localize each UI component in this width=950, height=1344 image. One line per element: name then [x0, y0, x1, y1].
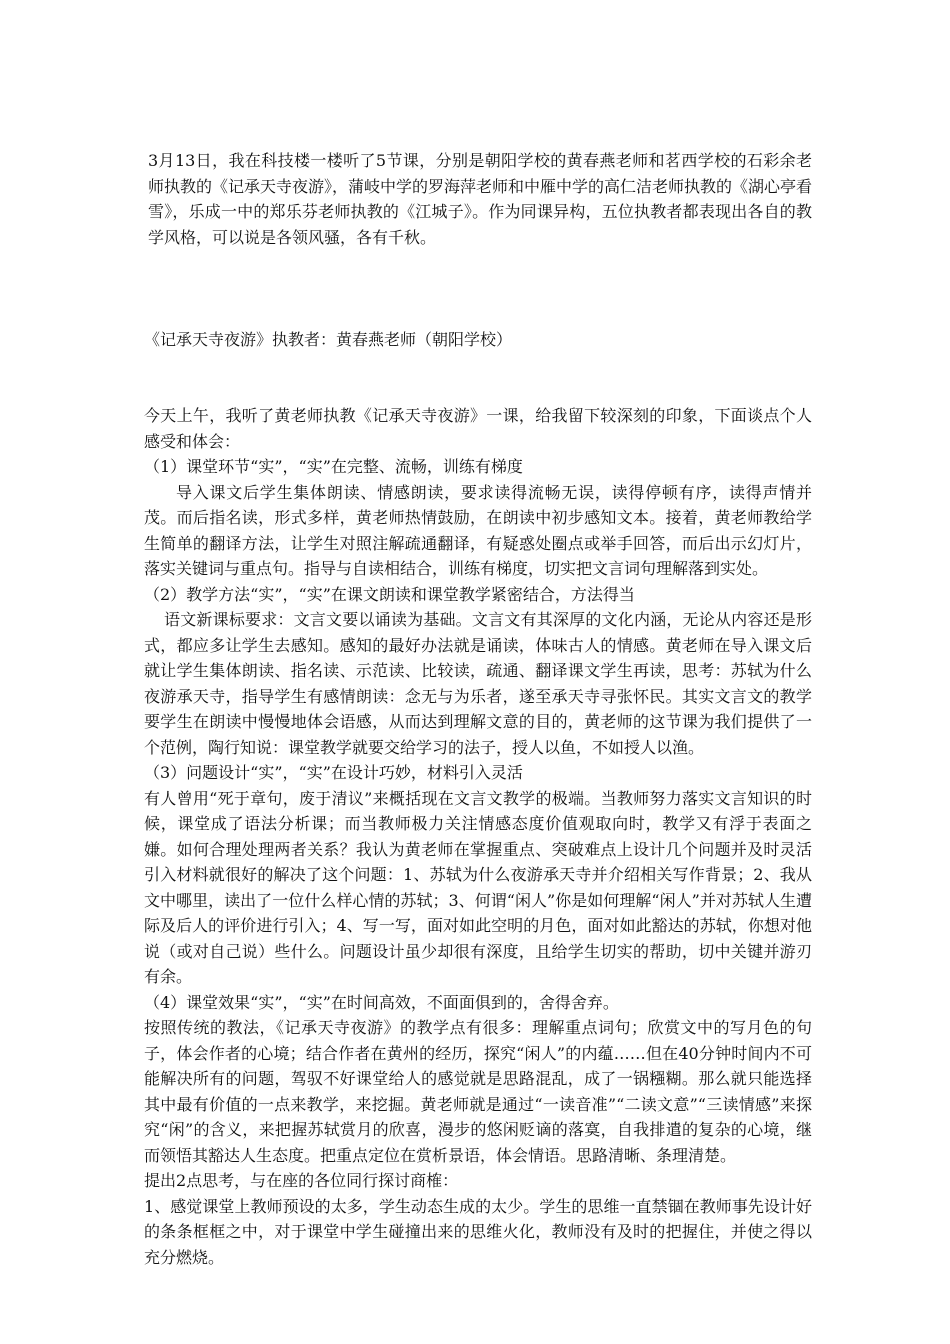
point-2-heading: （2）教学方法“实”，“实”在课文朗读和课堂教学紧密结合，方法得当 [144, 584, 635, 604]
point-2-body: 语文新课标要求：文言文要以诵读为基础。文言文有其深厚的文化内涵，无论从内容还是形式，都应多让学生去感知。感知的最好办法就是诵读，体味古人的情感。黄老师在导入课文后就让学生集体朗读、指名读、示范读、比较读，疏通、翻译课文学生再读，思考：苏轼为什么夜游承天寺，指导学生有感情朗读：念无与为乐者，遂至承天寺寻张怀民。其实文言文的教学要学生在朗读中慢慢地体会语感，从而达到理解文意的目的，黄老师的这节课为我们提供了一个范例，陶行知说：课堂教学就要交给学习的法子，授人以鱼，不如授人以渔。 [144, 610, 812, 757]
opening-paragraph: 今天上午，我听了黄老师执教《记承天寺夜游》一课，给我留下较深刻的印象，下面谈点个人感受和体会： [144, 406, 812, 451]
point-1-heading: （1）课堂环节“实”，“实”在完整、流畅，训练有梯度 [144, 457, 523, 476]
point-3-body: 有人曾用“死于章句，废于清议”来概括现在文言文教学的极端。当教师努力落实文言知识的时候，课堂成了语法分析课；而当教师极力关注情感态度价值观取向时，教学又有浮于表面之嫌。如何合理处理两者关系？我认为黄老师在掌握重点、突破难点上设计几个问题并及时灵活引入材料就很好的解决了这个问题：1、苏轼为什么夜游承天寺并介绍相关写作背景；2、我从文中哪里，读出了一位什么样心情的苏轼；3、何谓“闲人”你是如何理解“闲人”并对苏轼人生遭际及后人的评价进行引入；4、写一写，面对如此空明的月色，面对如此豁达的苏轼，你想对他说（或对自己说）些什么。问题设计虽少却很有深度，且给学生切实的帮助，切中关键并游刃有余。 [144, 788, 812, 986]
point-4-heading: （4）课堂效果“实”，“实”在时间高效，不面面俱到的，舍得舍弃。 [144, 992, 619, 1012]
reflection-item-1: 1、感觉课堂上教师预设的太多，学生动态生成的太少。学生的思维一直禁锢在教师事先设计好的条条框框之中，对于课堂中学生碰撞出来的思维火化，教师没有及时的把握住，并使之得以充分燃烧。 [144, 1196, 812, 1267]
blank-line [144, 352, 812, 403]
section-title: 《记承天寺夜游》执教者：黄春燕老师（朝阳学校） [144, 329, 513, 349]
point-3-heading: （3）问题设计“实”，“实”在设计巧妙，材料引入灵活 [144, 763, 523, 782]
blank-line [144, 301, 812, 327]
point-4-body: 按照传统的教法，《记承天寺夜游》的教学点有很多：理解重点词句；欣赏文中的写月色的句子，体会作者的心境；结合作者在黄州的经历，探究“闲人”的内蕴……但在40分钟时间内不可能解决所有的问题，驾驭不好课堂给人的感觉就是思路混乱，成了一锅糨糊。那么就只能选择其中最有价值的一点来教学，来挖掘。黄老师就是通过“一读音准”“二读文意”“三读情感”来探究“闲”的含义，来把握苏轼赏月的欣喜，漫步的悠闲贬谪的落寞，自我排遣的复杂的心境，继而领悟其豁达人生态度。把重点定位在赏析景语，体会情语。思路清晰、条理清楚。 [144, 1018, 812, 1165]
point-1-body: 导入课文后学生集体朗读、情感朗读，要求读得流畅无误，读得停顿有序，读得声情并茂。而后指名读，形式多样，黄老师热情鼓励，在朗读中初步感知文本。接着，黄老师教给学生简单的翻译方法，让学生对照注解疏通翻译，有疑惑处圈点或举手回答，而后出示幻灯片，落实关键词与重点句。指导与自读相结合，训练有梯度，切实把文言词句理解落到实处。 [144, 482, 812, 578]
reflection-intro: 提出2点思考，与在座的各位同行探讨商榷： [144, 1171, 459, 1190]
document-page [144, 148, 812, 1270]
intro-paragraph: 3月13日，我在科技楼一楼听了5节课，分别是朝阳学校的黄春燕老师和茗西学校的石彩余老师执教的《记承天寺夜游》，蒲岐中学的罗海萍老师和中雁中学的高仁洁老师执教的《湖心亭看雪》，乐成一中的郑乐芬老师执教的《江城子》。作为同课异构，五位执教者都表现出各自的教学风格，可以说是各领风骚，各有千秋。 [148, 151, 813, 247]
blank-line [144, 250, 812, 301]
